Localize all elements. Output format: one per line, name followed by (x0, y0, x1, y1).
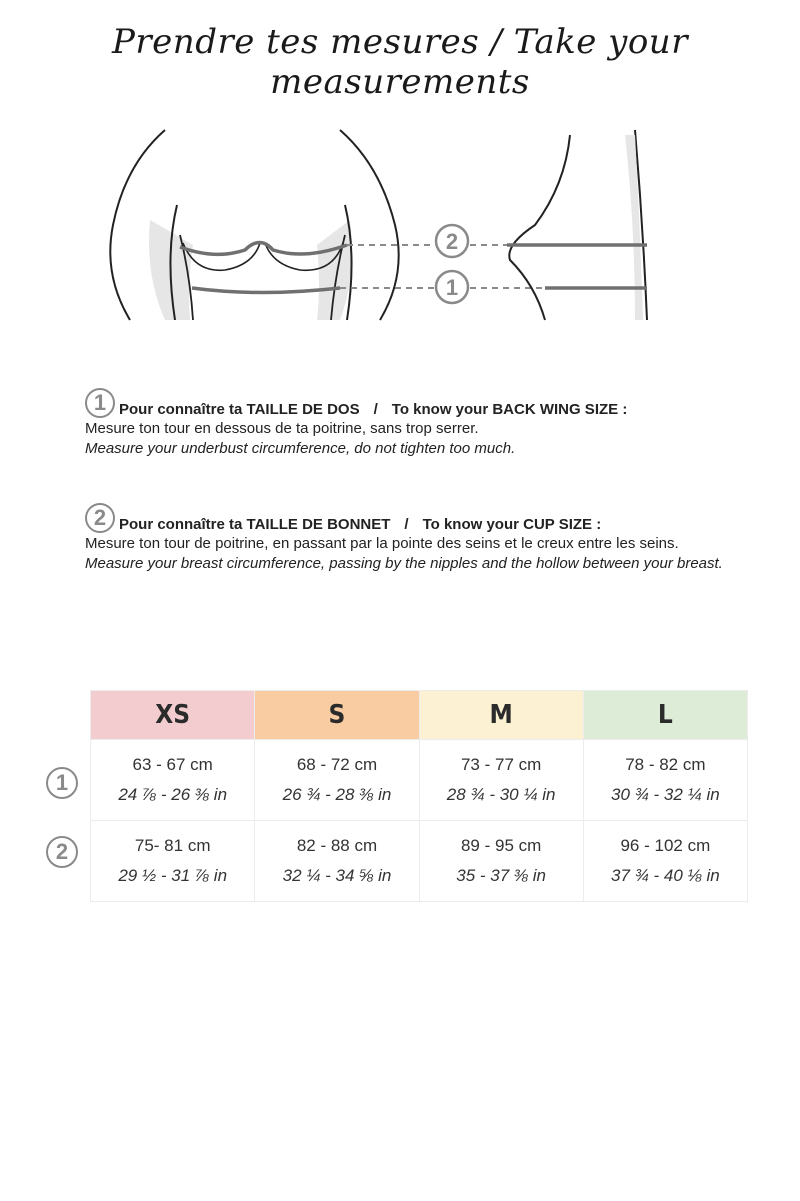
heading-fr: Pour connaître ta TAILLE DE BONNET (119, 516, 391, 533)
cm-value: 63 - 67 cm (132, 755, 213, 774)
cm-value: 78 - 82 cm (625, 755, 706, 774)
row-marker-2: 2 (46, 836, 78, 868)
table-row (91, 821, 748, 902)
diagram-marker-1: 1 (445, 275, 459, 300)
heading-separator: / (404, 516, 409, 533)
table-cell (583, 740, 747, 821)
instruction-en: Measure your breast circumference, passing by the nipples and the hollow between your breast. (85, 555, 723, 572)
table-cell (419, 821, 583, 902)
table-cell (255, 740, 419, 821)
cm-value: 89 - 95 cm (460, 836, 542, 855)
inch-value: 30 ¾ - 32 ¼ in (611, 785, 720, 804)
section-heading (85, 382, 785, 418)
cm-value: 73 - 77 cm (460, 755, 542, 774)
table-cell (583, 821, 747, 902)
inch-value: 24 ⅞ - 26 ⅜ in (118, 785, 228, 804)
size-header-m: M (419, 691, 583, 740)
inch-value: 26 ¾ - 28 ⅜ in (282, 785, 392, 804)
size-header-xs: XS (91, 691, 255, 740)
cup-size-section (85, 497, 785, 572)
table-cell (91, 821, 255, 902)
size-chart-table (90, 690, 748, 902)
back-wing-size-section (85, 382, 785, 457)
heading-en: To know your BACK WING SIZE : (391, 401, 628, 418)
inch-value: 28 ¾ - 30 ¼ in (446, 785, 556, 804)
table-cell (91, 740, 255, 821)
heading-en: To know your CUP SIZE : (422, 516, 602, 533)
row-marker-1: 1 (46, 767, 78, 799)
inch-value: 37 ¾ - 40 ⅛ in (611, 866, 720, 885)
heading-separator: / (373, 401, 378, 418)
cm-value: 82 - 88 cm (296, 836, 378, 855)
instruction-fr: Mesure ton tour de poitrine, en passant par la pointe des seins et le creux entre les seins. (85, 535, 679, 552)
heading-fr: Pour connaître ta TAILLE DE DOS (119, 401, 360, 418)
step-number-2: 2 (85, 503, 115, 533)
instruction-fr: Mesure ton tour en dessous de ta poitrine, sans trop serrer. (85, 420, 479, 437)
size-header-l: L (583, 691, 747, 740)
cm-value: 96 - 102 cm (620, 836, 711, 855)
cm-value: 75- 81 cm (134, 836, 211, 855)
page-title: Prendre tes mesures / Take your measurements (112, 22, 688, 102)
size-header-row (91, 691, 748, 740)
table-cell (255, 821, 419, 902)
inch-value: 35 - 37 ⅜ in (456, 866, 547, 885)
table-cell (419, 740, 583, 821)
step-number-1: 1 (85, 388, 115, 418)
instruction-en: Measure your underbust circumference, do not tighten too much. (85, 440, 516, 457)
inch-value: 32 ¼ - 34 ⅝ in (282, 866, 392, 885)
size-header-s: S (255, 691, 419, 740)
inch-value: 29 ½ - 31 ⅞ in (118, 866, 228, 885)
diagram-marker-2: 2 (445, 229, 459, 254)
measurement-illustration (95, 125, 675, 325)
table-row (91, 740, 748, 821)
section-heading (85, 497, 785, 533)
cm-value: 68 - 72 cm (296, 755, 378, 774)
